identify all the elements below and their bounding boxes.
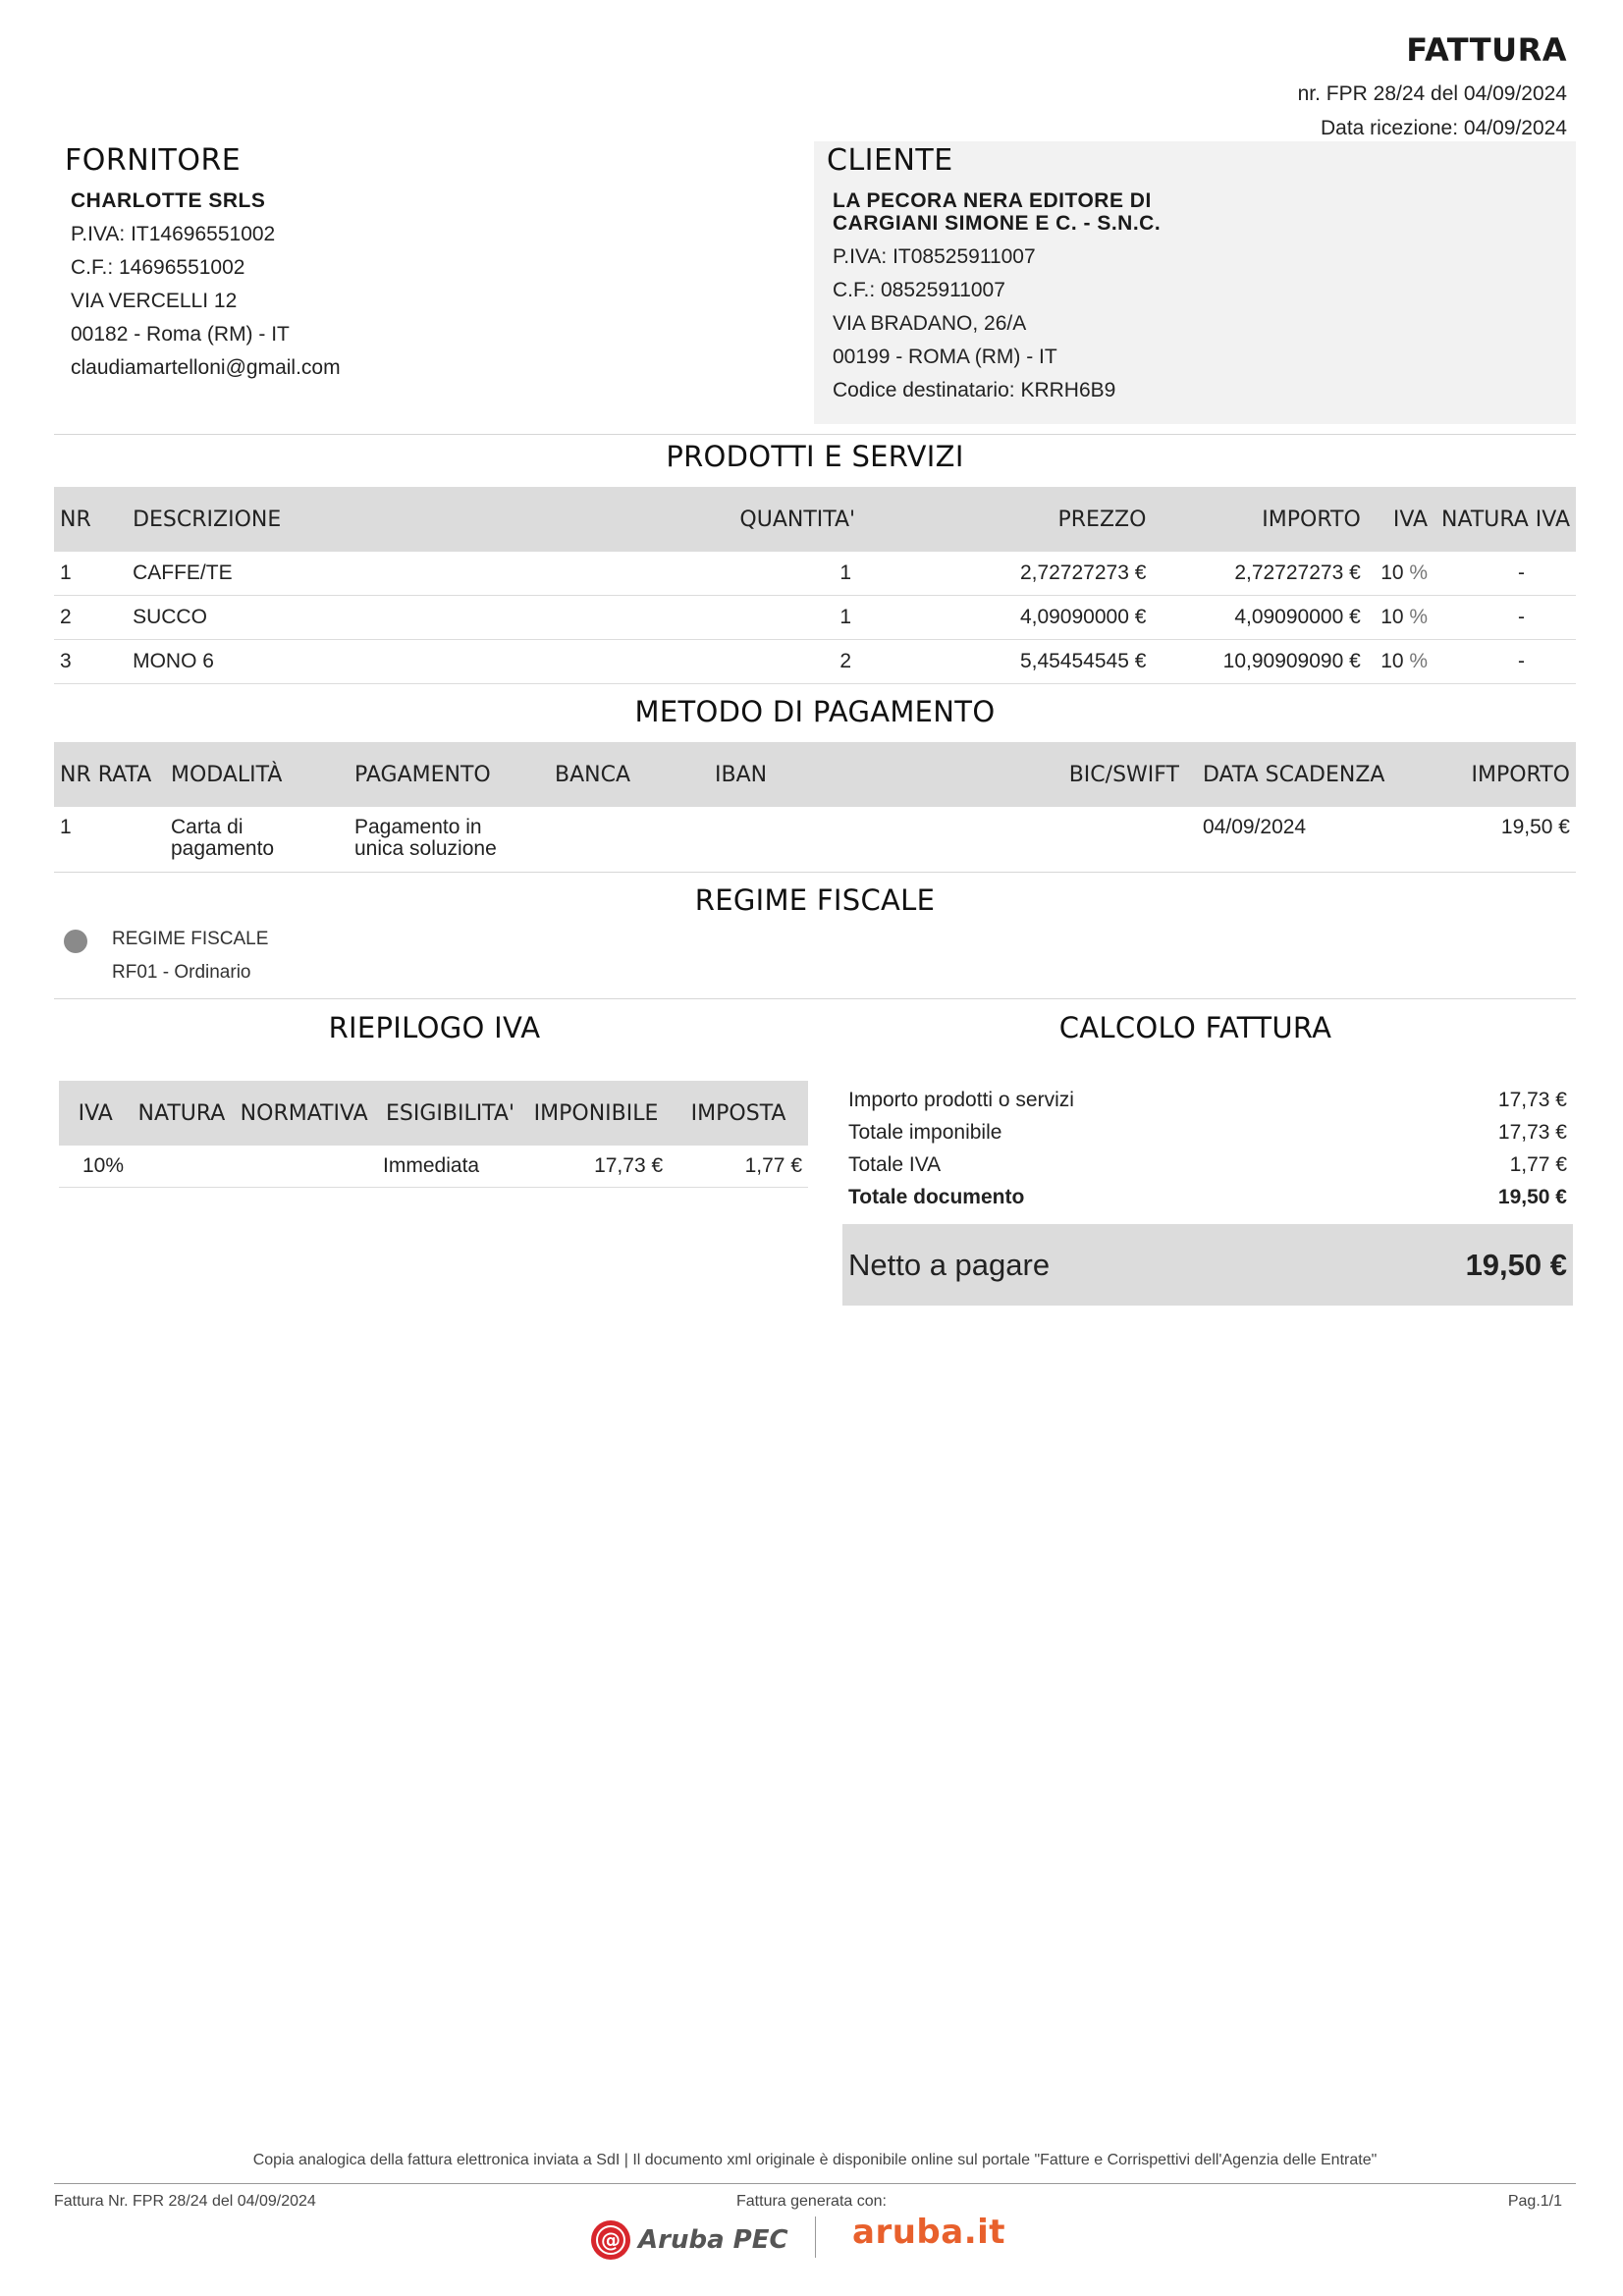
cell-scadenza: 04/09/2024 xyxy=(1203,816,1307,838)
cell-natura: - xyxy=(1434,596,1576,640)
col-natura: NATURA xyxy=(133,1081,232,1146)
footer-invoice-ref: Fattura Nr. FPR 28/24 del 04/09/2024 xyxy=(54,2193,316,2210)
fornitore-city: 00182 - Roma (RM) - IT xyxy=(71,323,290,346)
calc-value: 1,77 € xyxy=(1509,1153,1567,1176)
col-descrizione: DESCRIZIONE xyxy=(121,487,588,552)
riepilogo-table xyxy=(59,1081,808,1188)
footer-note: Copia analogica della fattura elettronica inviata a SdI | Il documento xml originale è disponibile online sul portale "Fatture e Corrispettivi dell'Agenzia delle Entrate" xyxy=(252,2152,1378,2168)
cell-importo: 10,90909090 € xyxy=(1152,640,1366,684)
cell-imposta: 1,77 € xyxy=(669,1146,808,1188)
invoice-number: nr. FPR 28/24 del 04/09/2024 xyxy=(1297,82,1567,105)
pagamento-line: Pagamento in xyxy=(354,816,482,838)
pagamento-title: METODO DI PAGAMENTO xyxy=(634,695,996,728)
col-nr-rata: NR RATA xyxy=(54,742,165,807)
cell-natura xyxy=(133,1146,232,1188)
cell-importo: 2,72727273 € xyxy=(1152,552,1366,596)
divider xyxy=(54,872,1576,873)
cliente-block xyxy=(827,143,1161,407)
cliente-cf: C.F.: 08525911007 xyxy=(833,279,1005,301)
prodotti-table xyxy=(54,487,1576,684)
cell-pagamento xyxy=(349,807,549,881)
prodotti-title: PRODOTTI E SERVIZI xyxy=(666,440,964,473)
iva-value: 10 xyxy=(1380,606,1404,628)
calc-label: Totale IVA xyxy=(848,1153,942,1176)
bullet-icon xyxy=(64,930,87,953)
calc-label: Totale imponibile xyxy=(848,1121,1002,1144)
cell-iva: 10% xyxy=(59,1146,133,1188)
col-imponibile: IMPONIBILE xyxy=(523,1081,669,1146)
calc-row-importo xyxy=(848,1089,1567,1112)
calc-value: 17,73 € xyxy=(1497,1089,1567,1111)
document-title: FATTURA xyxy=(1406,31,1567,69)
divider xyxy=(54,998,1576,999)
percent-sign: % xyxy=(1409,606,1429,628)
calc-label: Totale documento xyxy=(848,1186,1025,1208)
calc-label: Importo prodotti o servizi xyxy=(848,1089,1074,1111)
calc-row-totale-iva xyxy=(848,1153,1567,1177)
col-iban: IBAN xyxy=(709,742,1053,807)
calcolo-title: CALCOLO FATTURA xyxy=(1058,1011,1332,1044)
riepilogo-header-row xyxy=(59,1081,808,1146)
iva-value: 10 xyxy=(1380,650,1404,672)
cell-prezzo: 2,72727273 € xyxy=(861,552,1152,596)
cell-esigibilita: Immediata xyxy=(377,1146,523,1188)
iva-value: 10 xyxy=(1380,561,1404,584)
modalita-line: Carta di xyxy=(171,816,243,838)
cell-modalita xyxy=(165,807,349,881)
pagamento-header-row xyxy=(54,742,1576,807)
prodotti-header-row xyxy=(54,487,1576,552)
pagamento-line: unica soluzione xyxy=(354,837,497,860)
percent-sign: % xyxy=(1409,561,1429,584)
col-quantita: QUANTITA' xyxy=(588,487,861,552)
cell-natura: - xyxy=(1434,552,1576,596)
cell-iva xyxy=(1367,596,1434,640)
netto-value: 19,50 € xyxy=(1465,1247,1567,1282)
cell-quantita: 2 xyxy=(588,640,861,684)
cell-prezzo: 4,09090000 € xyxy=(861,596,1152,640)
calc-value: 19,50 € xyxy=(1497,1186,1567,1208)
cell-nr-rata: 1 xyxy=(60,816,72,838)
footer-generated-with: Fattura generata con: xyxy=(736,2193,887,2210)
cliente-city: 00199 - ROMA (RM) - IT xyxy=(833,346,1057,368)
cell-descrizione: MONO 6 xyxy=(121,640,588,684)
table-row xyxy=(54,552,1576,596)
cell-natura: - xyxy=(1434,640,1576,684)
cell-banca xyxy=(549,807,709,881)
footer-divider xyxy=(54,2183,1576,2184)
netto-label: Netto a pagare xyxy=(848,1247,1051,1282)
aruba-pec-logo xyxy=(589,2218,788,2262)
fornitore-heading: FORNITORE xyxy=(65,143,242,178)
fornitore-address: VIA VERCELLI 12 xyxy=(71,290,238,312)
col-modalita: MODALITÀ xyxy=(165,742,349,807)
riepilogo-title: RIEPILOGO IVA xyxy=(328,1011,541,1044)
fornitore-block xyxy=(65,143,341,385)
cell-quantita: 1 xyxy=(588,552,861,596)
cell-descrizione: CAFFE/TE xyxy=(121,552,588,596)
col-iva: IVA xyxy=(59,1081,133,1146)
netto-a-pagare-box xyxy=(842,1224,1573,1306)
cell-prezzo: 5,45454545 € xyxy=(861,640,1152,684)
fornitore-piva: P.IVA: IT14696551002 xyxy=(71,223,276,245)
svg-text:@: @ xyxy=(601,2228,621,2252)
cliente-address: VIA BRADANO, 26/A xyxy=(833,312,1027,335)
cliente-piva: P.IVA: IT08525911007 xyxy=(833,245,1036,268)
regime-title: REGIME FISCALE xyxy=(694,883,936,917)
table-row xyxy=(59,1146,808,1188)
table-row xyxy=(54,640,1576,684)
col-prezzo: PREZZO xyxy=(861,487,1152,552)
col-normativa: NORMATIVA xyxy=(231,1081,377,1146)
divider xyxy=(54,434,1576,435)
cell-nr: 1 xyxy=(54,552,121,596)
col-scadenza: DATA SCADENZA xyxy=(1185,742,1409,807)
modalita-line: pagamento xyxy=(171,837,275,860)
cell-importo: 19,50 € xyxy=(1500,816,1570,838)
calc-row-imponibile xyxy=(848,1121,1567,1145)
fornitore-email: claudiamartelloni@gmail.com xyxy=(71,356,341,379)
document-info xyxy=(1298,77,1567,145)
table-row xyxy=(54,807,1576,881)
cliente-name-line2: CARGIANI SIMONE E C. - S.N.C. xyxy=(833,212,1162,235)
cliente-heading: CLIENTE xyxy=(827,143,953,178)
cell-quantita: 1 xyxy=(588,596,861,640)
fornitore-cf: C.F.: 14696551002 xyxy=(71,256,245,279)
aruba-pec-text: Aruba PEC xyxy=(638,2225,788,2255)
col-natura-iva: NATURA IVA xyxy=(1434,487,1576,552)
cell-iva xyxy=(1367,552,1434,596)
regime-value: RF01 - Ordinario xyxy=(112,962,251,983)
col-iva: IVA xyxy=(1367,487,1434,552)
cell-nr: 2 xyxy=(54,596,121,640)
col-importo: IMPORTO xyxy=(1409,742,1576,807)
col-importo: IMPORTO xyxy=(1152,487,1366,552)
cliente-name-line1: LA PECORA NERA EDITORE DI xyxy=(833,189,1152,212)
percent-sign: % xyxy=(1409,650,1429,672)
col-esigibilita: ESIGIBILITA' xyxy=(377,1081,523,1146)
table-row xyxy=(54,596,1576,640)
logo-separator xyxy=(815,2216,816,2258)
pagamento-table xyxy=(54,742,1576,881)
cell-imponibile: 17,73 € xyxy=(523,1146,669,1188)
aruba-it-logo: aruba.it xyxy=(852,2213,1006,2252)
cell-nr: 3 xyxy=(54,640,121,684)
cell-normativa xyxy=(231,1146,377,1188)
regime-label: REGIME FISCALE xyxy=(112,929,269,949)
footer-page-number: Pag.1/1 xyxy=(1507,2193,1562,2210)
col-imposta: IMPOSTA xyxy=(669,1081,808,1146)
received-date: Data ricezione: 04/09/2024 xyxy=(1320,117,1567,139)
cell-iban xyxy=(709,807,1053,881)
fornitore-name: CHARLOTTE SRLS xyxy=(71,189,266,212)
col-bic: BIC/SWIFT xyxy=(1053,742,1185,807)
cell-iva xyxy=(1367,640,1434,684)
calc-row-totale-documento xyxy=(848,1186,1567,1209)
cliente-codice: Codice destinatario: KRRH6B9 xyxy=(833,379,1116,401)
calc-value: 17,73 € xyxy=(1497,1121,1567,1144)
col-banca: BANCA xyxy=(549,742,709,807)
cell-bic xyxy=(1053,807,1185,881)
aruba-pec-seal-icon xyxy=(589,2218,632,2262)
cell-descrizione: SUCCO xyxy=(121,596,588,640)
col-pagamento: PAGAMENTO xyxy=(349,742,549,807)
cell-importo: 4,09090000 € xyxy=(1152,596,1366,640)
col-nr: NR xyxy=(54,487,121,552)
